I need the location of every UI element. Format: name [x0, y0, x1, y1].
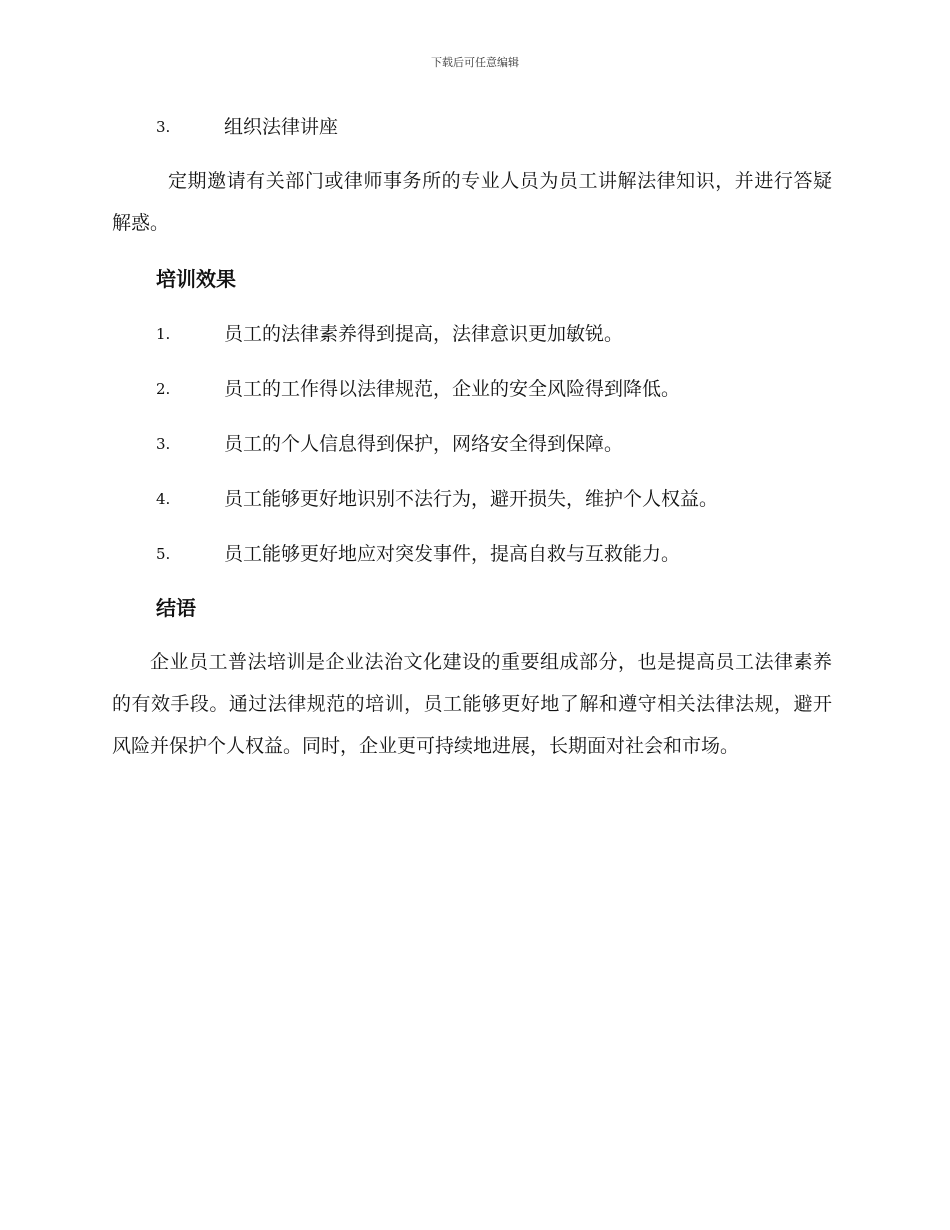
list-number: 5. — [156, 545, 171, 563]
effect-item-5 — [156, 541, 856, 567]
effect-item-3 — [156, 431, 856, 457]
effect-item-1 — [156, 321, 856, 347]
list-item-lecture — [156, 114, 856, 140]
page-header: 下载后可任意编辑 — [431, 56, 519, 69]
list-number: 3. — [156, 435, 171, 453]
list-text: 员工能够更好地识别不法行为，避开损失，维护个人权益。 — [224, 488, 719, 510]
effect-item-2 — [156, 376, 856, 402]
list-text: 员工的个人信息得到保护，网络安全得到保障。 — [224, 433, 624, 455]
effect-item-4 — [156, 486, 856, 512]
list-text: 组织法律讲座 — [224, 116, 339, 138]
list-text: 员工能够更好地应对突发事件，提高自救与互救能力。 — [224, 543, 681, 565]
list-text: 员工的法律素养得到提高，法律意识更加敏锐。 — [224, 323, 624, 345]
list-number: 4. — [156, 490, 171, 508]
list-number: 3. — [156, 118, 171, 136]
conclusion-heading: 结语 — [156, 596, 196, 620]
conclusion-paragraph: 企业员工普法培训是企业法治文化建设的重要组成部分，也是提高员工法律素养的有效手段。通过法律规范的培训，员工能够更好地了解和遵守相关法律法规，避开风险并保护个人权益。同时，企业更可持续地进展，长期面对社会和市场。 — [112, 651, 832, 757]
list-text: 员工的工作得以法律规范，企业的安全风险得到降低。 — [224, 378, 681, 400]
list-number: 1. — [156, 325, 171, 343]
effects-heading: 培训效果 — [156, 267, 236, 291]
list-number: 2. — [156, 380, 171, 398]
intro-paragraph: 定期邀请有关部门或律师事务所的专业人员为员工讲解法律知识，并进行答疑解惑。 — [112, 170, 832, 234]
